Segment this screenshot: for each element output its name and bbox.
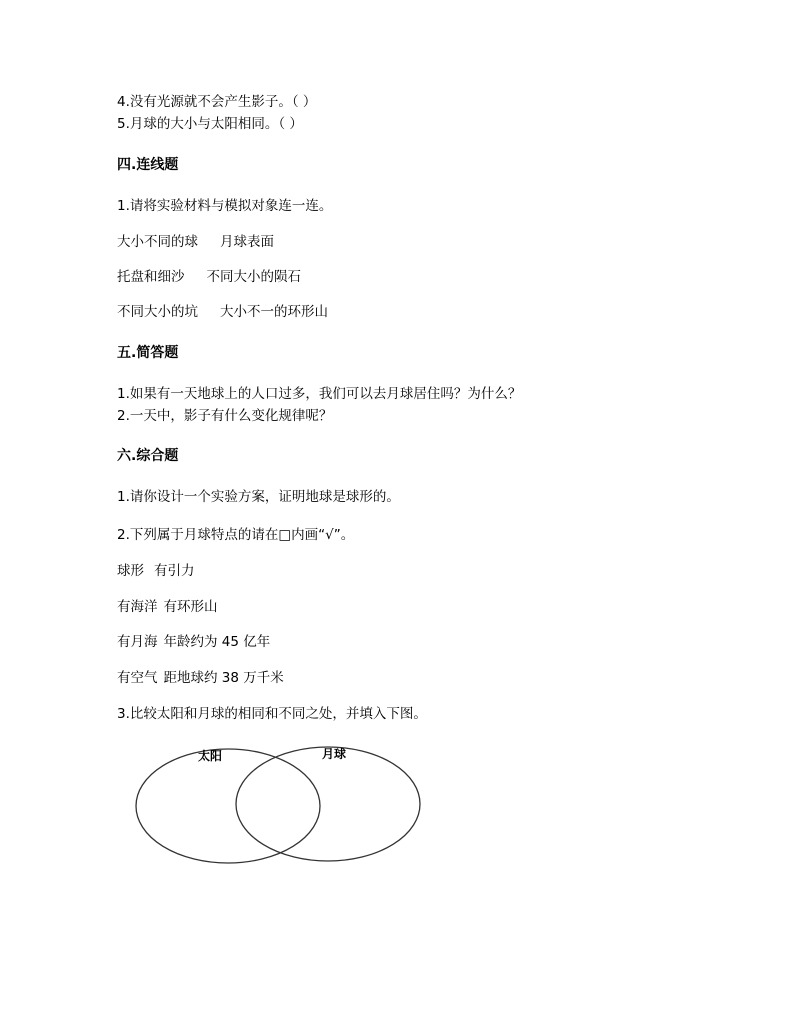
section-5-question-1: 1.如果有一天地球上的人口过多，我们可以去月球居住吗？为什么？	[117, 386, 522, 402]
venn-left-circle	[136, 749, 320, 863]
option-4a: 有空气	[117, 670, 158, 686]
option-3a: 有月海	[117, 634, 158, 650]
venn-left-label: 太阳	[198, 749, 223, 763]
option-1a: 球形	[117, 563, 144, 579]
venn-diagram	[120, 730, 440, 880]
section-6-question-1: 1.请你设计一个实验方案，证明地球是球形的。	[117, 489, 400, 505]
option-4b: 距地球约 38 万千米	[163, 670, 284, 686]
section-6-question-2: 2.下列属于月球特点的请在□内画“√”。	[117, 527, 355, 543]
match-right-2: 不同大小的陨石	[206, 269, 301, 285]
question-4: 4.没有光源就不会产生影子。（ ）	[117, 94, 317, 110]
match-pair-3	[117, 303, 328, 321]
option-row-4	[117, 669, 284, 687]
option-2b: 有环形山	[163, 599, 218, 615]
venn-right-circle	[236, 747, 420, 861]
option-1b: 有引力	[154, 563, 195, 579]
match-pair-1	[117, 233, 274, 251]
section-4-heading: 四.连线题	[117, 157, 179, 173]
option-row-2	[117, 598, 218, 616]
section-6-question-3: 3.比较太阳和月球的相同和不同之处，并填入下图。	[117, 706, 427, 722]
option-row-1	[117, 562, 195, 580]
match-left-1: 大小不同的球	[117, 234, 198, 250]
option-2a: 有海洋	[117, 599, 158, 615]
option-row-3	[117, 633, 270, 651]
section-4-question-1: 1.请将实验材料与模拟对象连一连。	[117, 198, 333, 214]
section-5-question-2: 2.一天中，影子有什么变化规律呢？	[117, 408, 333, 424]
match-right-1: 月球表面	[220, 234, 274, 250]
match-right-3: 大小不一的环形山	[220, 304, 328, 320]
match-pair-2	[117, 268, 301, 286]
venn-right-label: 月球	[322, 747, 347, 761]
match-left-3: 不同大小的坑	[117, 304, 198, 320]
section-5-heading: 五.简答题	[117, 345, 179, 361]
question-5: 5.月球的大小与太阳相同。（ ）	[117, 116, 303, 132]
option-3b: 年龄约为 45 亿年	[163, 634, 271, 650]
section-6-heading: 六.综合题	[117, 448, 179, 464]
match-left-2: 托盘和细沙	[117, 269, 185, 285]
